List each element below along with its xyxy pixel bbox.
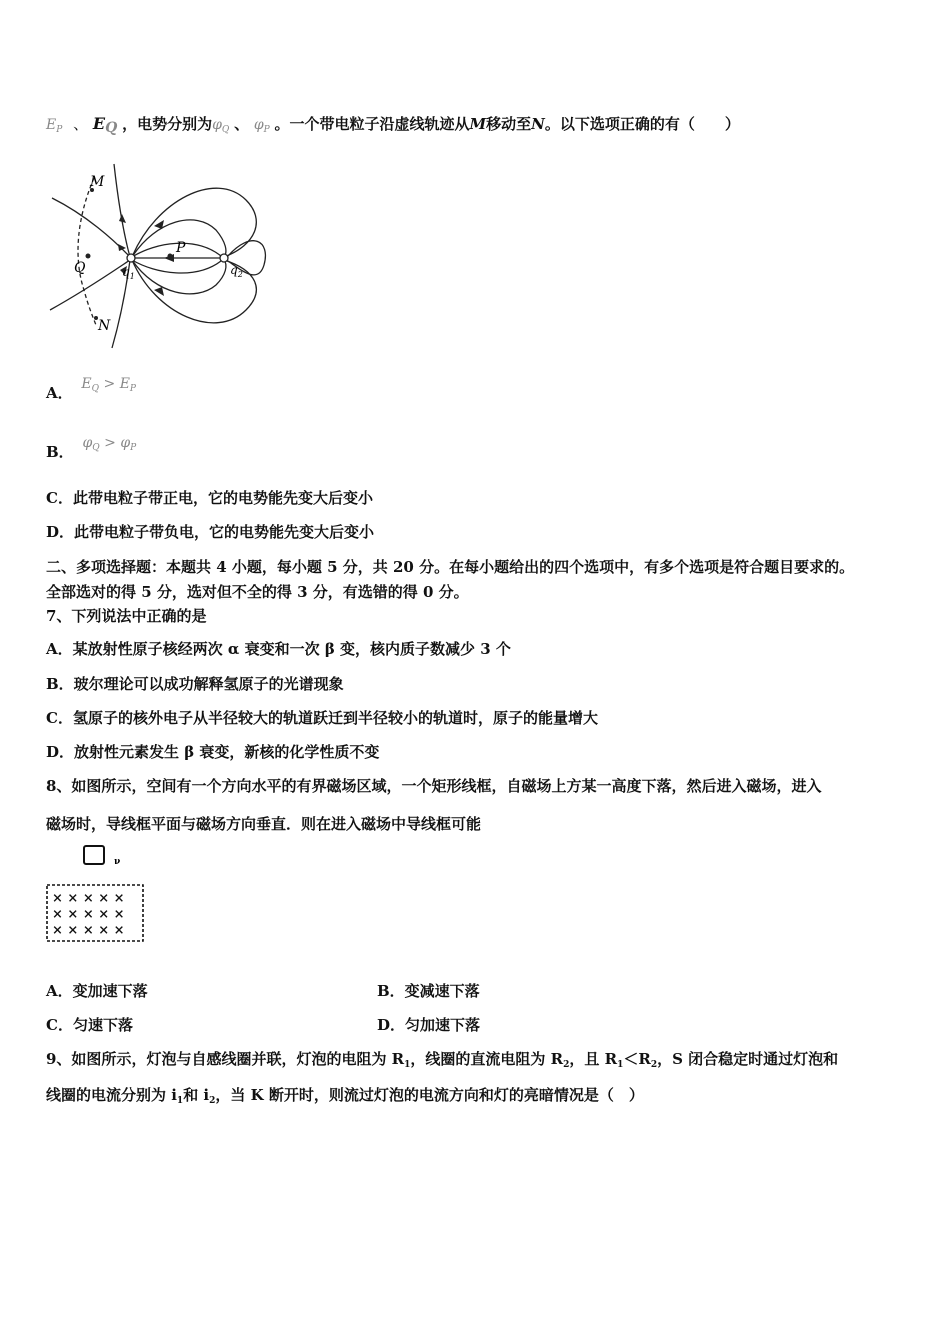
label-q1: $q_1$ (122, 265, 135, 281)
label-q2: $q_2$ (230, 263, 243, 279)
ep-symbol: $E_P$ (46, 117, 63, 135)
magnetic-field-figure (44, 844, 154, 944)
svg-text:× × × × ×: × × × × × (52, 907, 125, 922)
q8-option-c: C．匀速下落 (46, 1016, 133, 1034)
q8-line1: 8、如图所示，空间有一个方向水平的有界磁场区域，一个矩形线框，自磁场上方某一高度下落，然后进入磁场，进入 (46, 777, 822, 795)
q8-option-a: A．变加速下落 (46, 982, 148, 1000)
label-p: P (176, 240, 186, 256)
option-a-math: $E_Q > E_P$ (81, 376, 136, 394)
q6-option-c: C．此带电粒子带正电，它的电势能先变大后变小 (46, 489, 373, 507)
wire-frame (84, 846, 104, 864)
label-q: Q (74, 260, 86, 276)
q9-line1: 9、如图所示，灯泡与自感线圈并联，灯泡的电阻为 $R_1$，线圈的直流电阻为 $R_2$，且 $R_1<R_2$，S 闭合稳定时通过灯泡和 (46, 1050, 839, 1070)
point-q (86, 254, 91, 259)
label-m: M (90, 174, 105, 190)
section2-line1: 二、多项选择题：本题共 4 小题，每小题 5 分，共 20 分。在每小题给出的四个选项中，有多个选项是符合题目要求的。 (46, 558, 855, 576)
q7-stem: 7、下列说法中正确的是 (46, 607, 207, 625)
phi-q-symbol: $\varphi_Q$ (212, 117, 230, 135)
svg-text:× × × × ×: × × × × × (52, 923, 125, 938)
q9-line2: 线圈的电流分别为 $i_1$和 $i_2$，当 K 断开时，则流过灯泡的电流方向和灯的亮暗情况是（ ） (46, 1086, 644, 1106)
q7-option-a: A．某放射性原子核经两次 α 衰变和一次 β 变，核内质子数减少 3 个 (46, 640, 511, 658)
q8-line2: 磁场时，导线框平面与磁场方向垂直．则在进入磁场中导线框可能 (46, 815, 482, 833)
q6-stem: $E_P$ 、 EQ ，电势分别为$\varphi_Q$ 、 $\varphi_P$ 。一个带电粒子沿虚线轨迹从M移动至N。以下选项正确的有（ ） (46, 114, 740, 136)
label-n: N (98, 318, 111, 334)
q7-option-c: C．氢原子的核外电子从半径较大的轨道跃迁到半径较小的轨道时，原子的能量增大 (46, 709, 598, 727)
field-crosses (52, 891, 125, 938)
q6-option-b: B． $\varphi_Q > \varphi_P$ (46, 435, 137, 461)
q8-option-d: D．匀加速下落 (377, 1016, 481, 1034)
point-p (168, 254, 173, 259)
option-b-math: $\varphi_Q > \varphi_P$ (82, 435, 137, 453)
field-lines-figure (46, 160, 276, 352)
q6-option-d: D．此带电粒子带负电，它的电势能先变大后变小 (46, 523, 375, 541)
phi-p-symbol: $\varphi_P$ (253, 117, 270, 135)
svg-text:× × × × ×: × × × × × (52, 891, 125, 906)
section2-line2: 全部选对的得 5 分，选对但不全的得 3 分，有选错的得 0 分。 (46, 583, 469, 601)
q1-charge (127, 254, 135, 262)
q2-charge (220, 254, 228, 262)
q6-option-a: A． $E_Q > E_P$ (46, 376, 136, 402)
q7-option-b: B．玻尔理论可以成功解释氢原子的光谱现象 (46, 675, 344, 693)
frame-mark: ν (114, 857, 121, 867)
q7-option-d: D．放射性元素发生 β 衰变，新核的化学性质不变 (46, 743, 380, 761)
q8-option-b: B．变减速下落 (377, 982, 480, 1000)
eq-symbol: EQ (92, 114, 118, 136)
